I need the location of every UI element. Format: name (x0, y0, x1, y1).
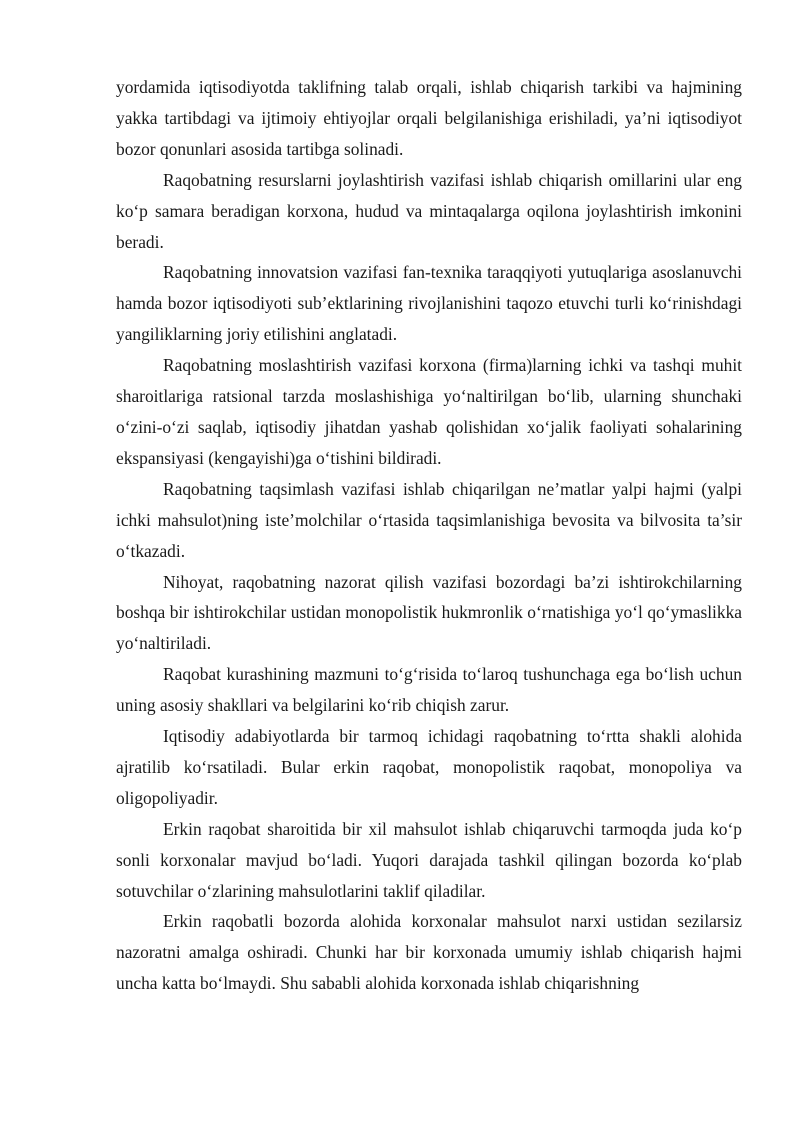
paragraph-innovation: Raqobatning innovatsion vazifasi fan-texnika taraqqiyoti yutuqlariga asoslanuvchi hamda bozor iqtisodiyoti sub’ektlarining rivojlanishini taqozo etuvchi turli ko‘rinishdagi yangiliklarning joriy etilishini anglatadi. (116, 262, 742, 345)
paragraph-free-competition: Erkin raqobat sharoitida bir xil mahsulot ishlab chiqaruvchi tarmoqda juda ko‘p sonli korxonalar mavjud bo‘ladi. Yuqori darajada tashkil qilingan bozorda ko‘plab sotuvchilar o‘zlarining mahsulotlarini taklif qiladilar. (116, 818, 742, 901)
paragraph-resource-allocation: Raqobatning resurslarni joylashtirish vazifasi ishlab chiqarish omillarini ular eng ko‘p samara beradigan korxona, hudud va mintaqalarga oqilona joylashtirish imkonini beradi. (116, 169, 742, 252)
paragraph-competition-forms: Iqtisodiy adabiyotlarda bir tarmoq ichidagi raqobatning to‘rtta shakli alohida ajratilib ko‘rsatiladi. Bular erkin raqobat, monopolistik raqobat, monopoliya va oligopoliyadir. (116, 726, 742, 808)
document-body (116, 72, 742, 999)
paragraph-competition-content: Raqobat kurashining mazmuni to‘g‘risida to‘laroq tushunchaga ega bo‘lish uchun uning asosiy shakllari va belgilarini ko‘rib chiqish zarur. (116, 664, 742, 716)
paragraph-control: Nihoyat, raqobatning nazorat qilish vazifasi bozordagi ba’zi ishtirokchilarning boshqa bir ishtirokchilar ustidan monopolistik hukmronlik o‘rnatishiga yo‘l qo‘ymaslikka yo‘naltiriladi. (116, 571, 742, 654)
paragraph-continuation: yordamida iqtisodiyotda taklifning talab orqali, ishlab chiqarish tarkibi va hajmining yakka tartibdagi va ijtimoiy ehtiyojlar orqali belgilanishiga erishiladi, ya’ni iqtisodiyot bozor qonunlari asosida tartibga solinadi. (116, 77, 742, 159)
paragraph-adaptation: Raqobatning moslashtirish vazifasi korxona (firma)larning ichki va tashqi muhit sharoitlariga ratsional tarzda moslashishiga yo‘naltirilgan bo‘lib, ularning shunchaki o‘zini-o‘zi saqlab, iqtisodiy jihatdan yashab qolishidan xo‘jalik faoliyati sohalarining ekspansiyasi (kengayishi)ga o‘tishini bildiradi. (116, 355, 742, 468)
paragraph-distribution: Raqobatning taqsimlash vazifasi ishlab chiqarilgan ne’matlar yalpi hajmi (yalpi ichki mahsulot)ning iste’molchilar o‘rtasida taqsimlanishiga bevosita va bilvosita ta’sir o‘tkazadi. (116, 478, 742, 561)
paragraph-free-market-control: Erkin raqobatli bozorda alohida korxonalar mahsulot narxi ustidan sezilarsiz nazoratni amalga oshiradi. Chunki har bir korxonada umumiy ishlab chiqarish hajmi uncha katta bo‘lmaydi. Shu sababli alohida korxonada ishlab chiqarishning (116, 911, 742, 994)
